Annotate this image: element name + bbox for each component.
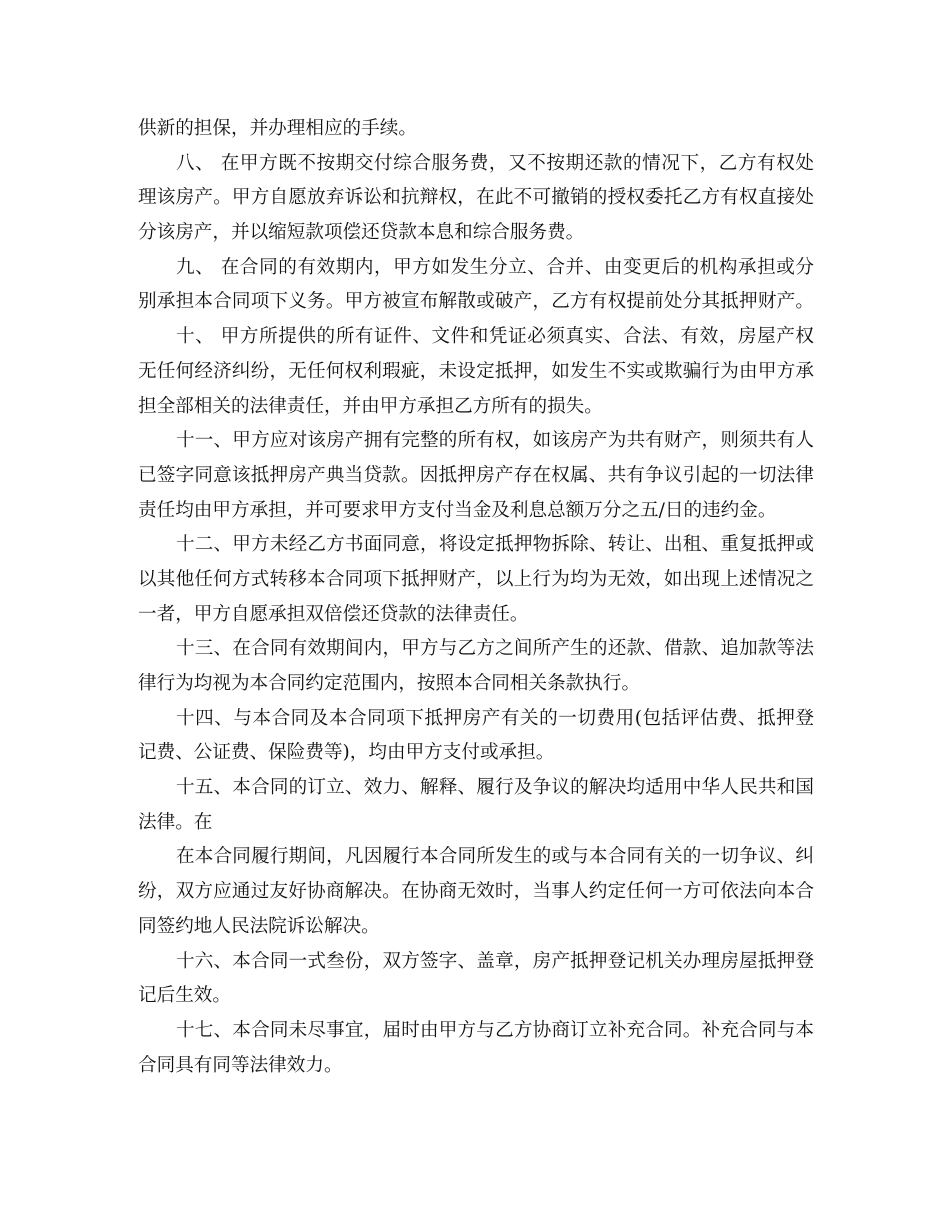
clause-11-line-2: 已签字同意该抵押房产典当贷款。因抵押房产存在权属、共有争议引起的一切法律	[138, 464, 814, 486]
clause-15-cont-line-1: 在本合同履行期间，凡因履行本合同所发生的或与本合同有关的一切争议、纠	[176, 846, 814, 868]
document-body	[138, 112, 814, 1083]
clause-11-line-3: 责任均由甲方承担，并可要求甲方支付当金及利息总额万分之五/日的违约金。	[138, 499, 777, 521]
clause-14-line-2: 记费、公证费、保险费等)，均由甲方支付或承担。	[138, 742, 555, 764]
paragraph-continuation-line: 供新的担保，并办理相应的手续。	[138, 118, 417, 139]
clause-10-line-3: 担全部相关的法律责任，并由甲方承担乙方所有的损失。	[138, 395, 603, 417]
clause-10-line-2: 无任何经济纠纷，无任何权利瑕疵，未设定抵押，如发生不实或欺骗行为由甲方承	[138, 360, 814, 382]
clause-8-line-1: 八、 在甲方既不按期交付综合服务费，又不按期还款的情况下，乙方有权处	[176, 152, 814, 174]
clause-16-line-1: 十六、本合同一式叁份，双方签字、盖章，房产抵押登记机关办理房屋抵押登	[176, 950, 814, 972]
clause-12-line-3: 一者，甲方自愿承担双倍偿还贷款的法律责任。	[138, 603, 529, 625]
clause-8-line-2: 理该房产。甲方自愿放弃诉讼和抗辩权，在此不可撤销的授权委托乙方有权直接处	[138, 187, 814, 209]
clause-12-line-2: 以其他任何方式转移本合同项下抵押财产，以上行为均为无效，如出现上述情况之	[138, 568, 814, 590]
clause-10-line-1: 十、 甲方所提供的所有证件、文件和凭证必须真实、合法、有效，房屋产权	[176, 326, 814, 348]
clause-13-line-1: 十三、在合同有效期间内，甲方与乙方之间所产生的还款、借款、追加款等法	[176, 638, 814, 660]
clause-11-line-1: 十一、甲方应对该房产拥有完整的所有权，如该房产为共有财产，则须共有人	[176, 430, 814, 452]
clause-12-line-1: 十二、甲方未经乙方书面同意，将设定抵押物拆除、转让、出租、重复抵押或	[176, 534, 814, 556]
clause-17-line-1: 十七、本合同未尽事宜，届时由甲方与乙方协商订立补充合同。补充合同与本	[176, 1019, 814, 1041]
clause-13-line-2: 律行为均视为本合同约定范围内，按照本合同相关条款执行。	[138, 673, 641, 694]
clause-16-line-2: 记后生效。	[138, 985, 231, 1007]
clause-9-line-1: 九、 在合同的有效期内，甲方如发生分立、合并、由变更后的机构承担或分	[176, 256, 814, 278]
clause-15-line-1: 十五、本合同的订立、效力、解释、履行及争议的解决均适用中华人民共和国	[176, 777, 814, 799]
clause-15-line-2: 法律。在	[138, 811, 213, 833]
clause-15-cont-line-3: 同签约地人民法院诉讼解决。	[138, 915, 380, 937]
clause-14-line-1: 十四、与本合同及本合同项下抵押房产有关的一切费用(包括评估费、抵押登	[176, 707, 814, 729]
clause-9-line-2: 别承担本合同项下义务。甲方被宣布解散或破产，乙方有权提前处分其抵押财产。	[138, 291, 814, 313]
clause-15-cont-line-2: 纷，双方应通过友好协商解决。在协商无效时，当事人约定任何一方可依法向本合	[138, 881, 814, 903]
clause-17-line-2: 合同具有同等法律效力。	[138, 1054, 343, 1076]
clause-8-line-3: 分该房产，并以缩短款项偿还贷款本息和综合服务费。	[138, 222, 585, 244]
